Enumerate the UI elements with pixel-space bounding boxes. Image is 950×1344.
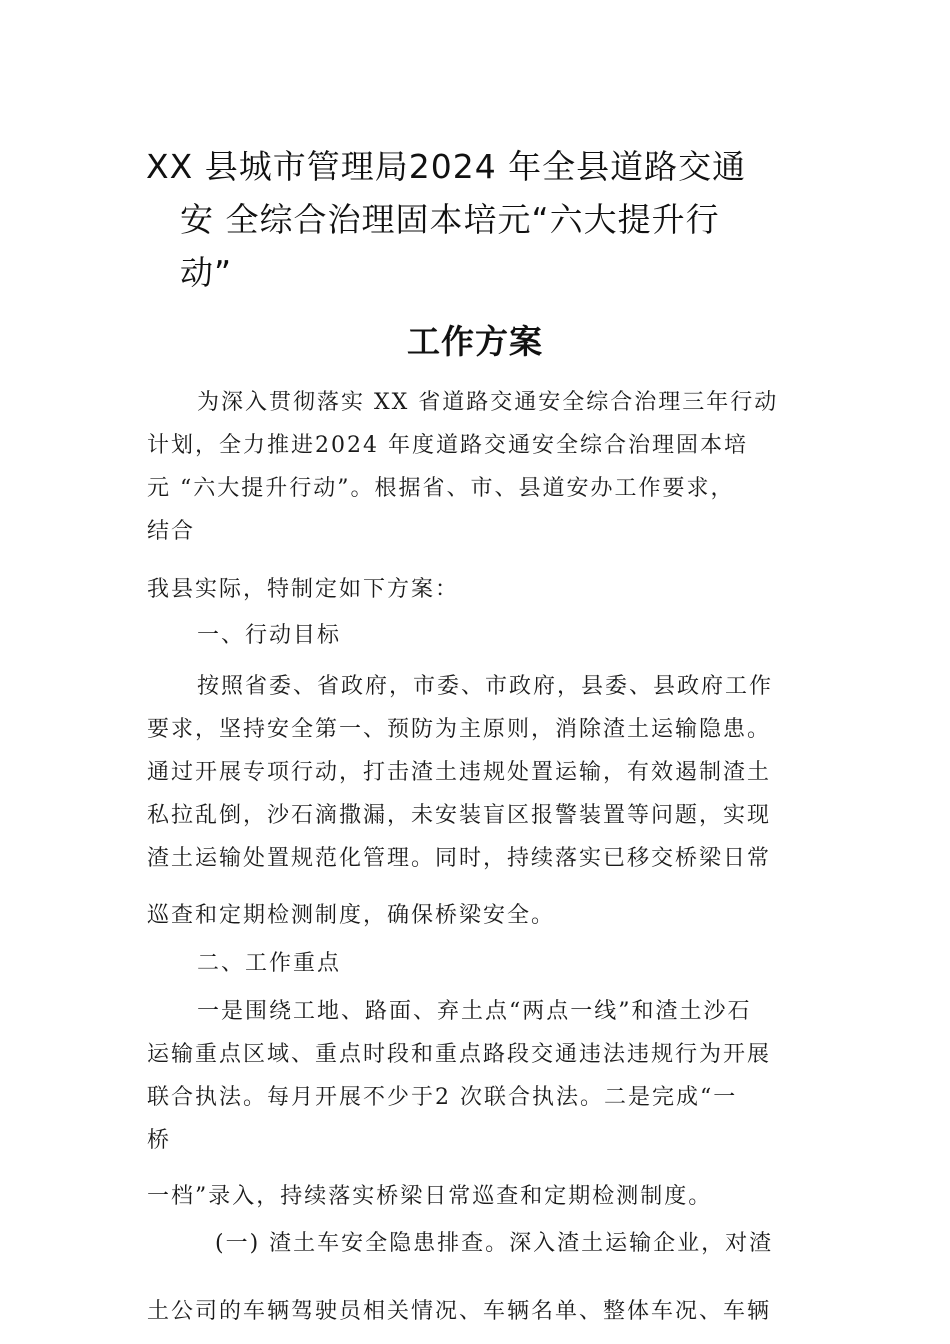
section-2-line: 桥 bbox=[147, 1128, 172, 1153]
section-1-line: 渣土运输处置规范化管理。同时，持续落实已移交桥梁日常 bbox=[147, 846, 772, 871]
section-2-line: 运输重点区域、重点时段和重点路段交通违法违规行为开展 bbox=[147, 1042, 772, 1067]
section-1-paragraph bbox=[147, 665, 827, 880]
subsection-1-cont bbox=[147, 1290, 827, 1333]
intro-line: 计划，全力推进2024 年度道路交通安全综合治理固本培 bbox=[147, 433, 748, 458]
subsection-1 bbox=[147, 1222, 827, 1265]
section-1-line: 巡查和定期检测制度，确保桥梁安全。 bbox=[147, 903, 556, 928]
title-line-3: 动” bbox=[180, 253, 233, 292]
title-line-1: XX 县城市管理局2024 年全县道路交通 bbox=[146, 147, 747, 186]
subsection-1-line: (一) 渣土车安全隐患排查。深入渣土运输企业，对渣 bbox=[215, 1231, 774, 1256]
document-title bbox=[146, 140, 806, 299]
title-line-2: 安 全综合治理固本培元“六大提升行 bbox=[180, 200, 720, 239]
section-2-heading: 二、工作重点 bbox=[197, 951, 342, 976]
intro-line: 元 “六大提升行动”。根据省、市、县道安办工作要求， bbox=[147, 476, 735, 501]
intro-line: 为深入贯彻落实 XX 省道路交通安全综合治理三年行动 bbox=[197, 390, 779, 415]
section-1-heading: 一、行动目标 bbox=[197, 623, 342, 648]
intro-paragraph-cont bbox=[147, 568, 827, 611]
document-subtitle: 工作方案 bbox=[407, 322, 543, 361]
intro-line: 我县实际，特制定如下方案： bbox=[147, 577, 460, 602]
intro-line: 结合 bbox=[147, 519, 196, 544]
section-2-line: 一档”录入，持续落实桥梁日常巡查和定期检测制度。 bbox=[147, 1184, 713, 1209]
section-1-line: 私拉乱倒，沙石滴撒漏，未安装盲区报警装置等问题，实现 bbox=[147, 803, 772, 828]
section-1-paragraph-cont bbox=[147, 894, 827, 937]
section-1-line: 通过开展专项行动，打击渣土违规处置运输，有效遏制渣土 bbox=[147, 760, 772, 785]
section-2-line: 一是围绕工地、路面、弃土点“两点一线”和渣土沙石 bbox=[197, 999, 752, 1024]
section-2-paragraph bbox=[147, 990, 827, 1162]
section-1-line: 按照省委、省政府，市委、市政府，县委、县政府工作 bbox=[197, 674, 774, 699]
section-2-paragraph-cont bbox=[147, 1175, 827, 1218]
intro-paragraph bbox=[147, 381, 827, 553]
section-2-line: 联合执法。每月开展不少于2 次联合执法。二是完成“一 bbox=[147, 1085, 738, 1110]
section-1-line: 要求，坚持安全第一、预防为主原则，消除渣土运输隐患。 bbox=[147, 717, 772, 742]
subsection-1-line: 土公司的车辆驾驶员相关情况、车辆名单、整体车况、车辆 bbox=[147, 1299, 772, 1324]
